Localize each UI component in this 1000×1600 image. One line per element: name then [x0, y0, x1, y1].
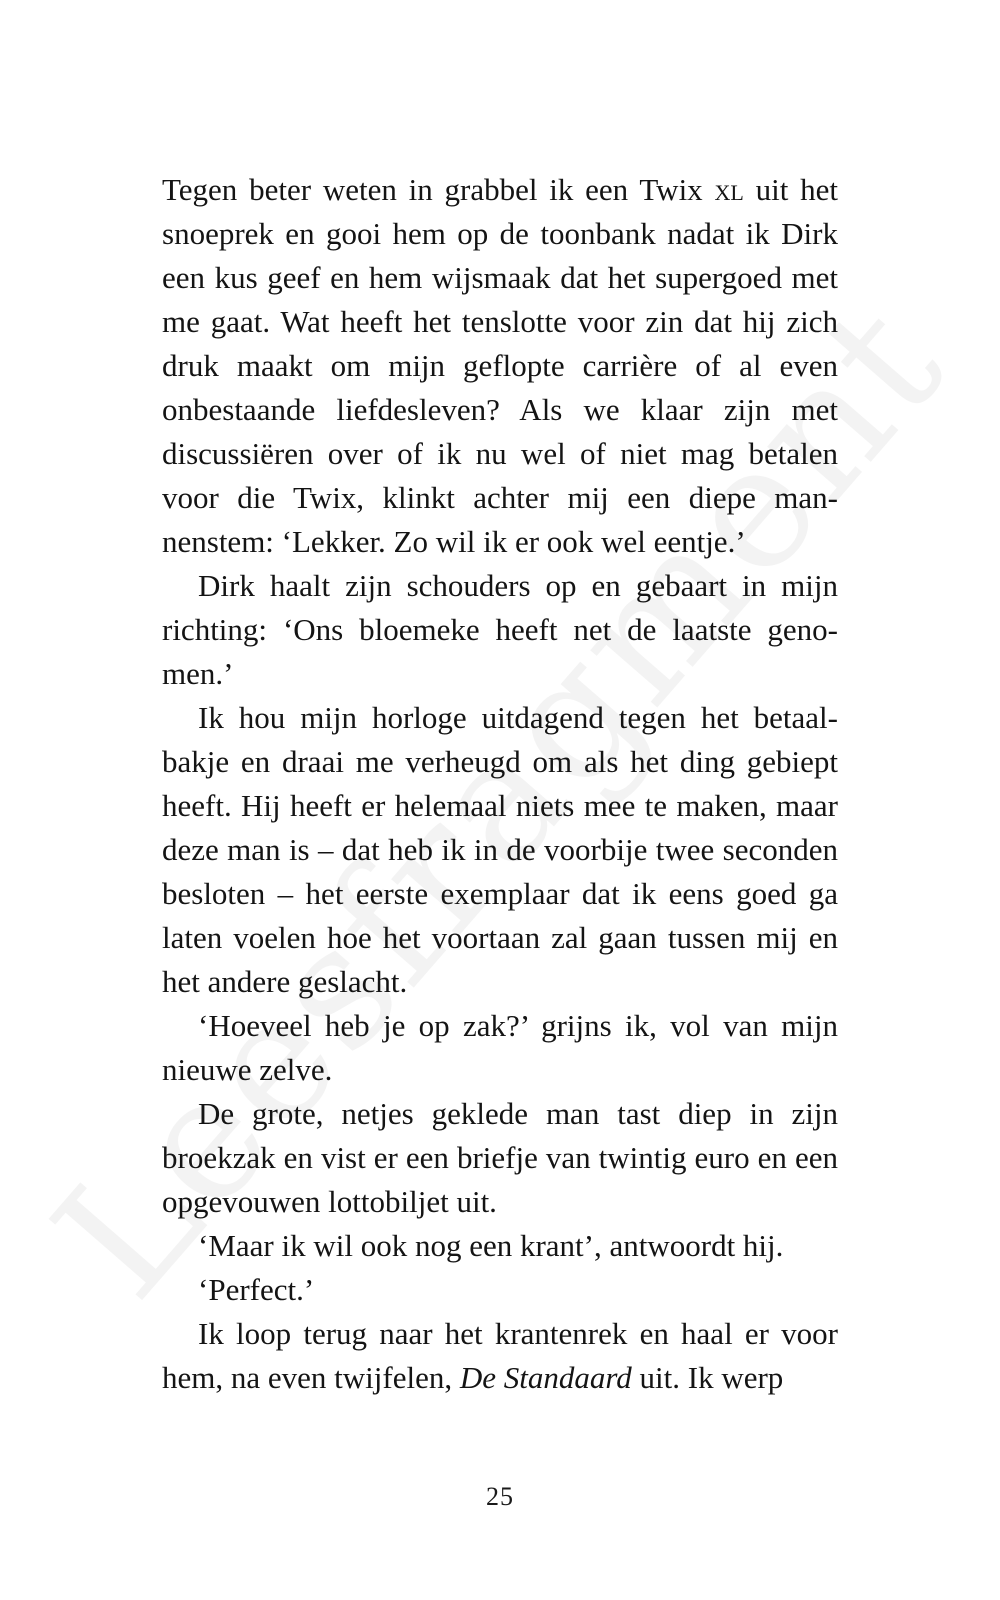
paragraph-8: Ik loop terug naar het krantenrek en haal er voor hem, na even twijfelen, De Standaard uit. Ik werp — [162, 1316, 838, 1395]
paragraph-6: ‘Maar ik wil ook nog een krant’, antwoordt hij. — [198, 1228, 784, 1263]
paragraph-4: ‘Hoeveel heb je op zak?’ grijns ik, vol van mijn nieuwe zelve. — [162, 1008, 838, 1087]
paragraph-2: Dirk haalt zijn schouders op en gebaart in mijn richting: ‘Ons bloemeke heeft net de laatste genomen.’ — [162, 568, 838, 691]
book-page-text — [162, 168, 838, 1400]
paragraph-3: Ik hou mijn horloge uitdagend tegen het betaalbakje en draai me verheugd om als het ding gebiept heeft. Hij heeft er helemaal niets mee te maken, maar deze man is – dat heb ik in de voorbije twee seconden besloten – het eerste exemplaar dat ik eens goed ga laten voelen hoe het voortaan zal gaan tussen mij en het andere geslacht. — [162, 700, 838, 999]
paragraph-1: Tegen beter weten in grabbel ik een Twix xl uit het snoeprek en gooi hem op de toonbank nadat ik Dirk een kus geef en hem wijsmaak dat het supergoed met me gaat. Wat heeft het tenslotte voor zin dat hij zich druk maakt om mijn geflopte carrière of al even onbestaande liefdesleven? Als we klaar zijn met discussiëren over of ik nu wel of niet mag betalen voor die Twix, klinkt achter mij een diepe mannenstem: ‘Lekker. Zo wil ik er ook wel eentje.’ — [162, 172, 838, 559]
paragraph-5: De grote, netjes geklede man tast diep in zijn broekzak en vist er een briefje van twintig euro en een opgevouwen lottobiljet uit. — [162, 1096, 838, 1219]
page-number: 25 — [486, 1482, 514, 1511]
paragraph-7: ‘Perfect.’ — [198, 1272, 315, 1307]
